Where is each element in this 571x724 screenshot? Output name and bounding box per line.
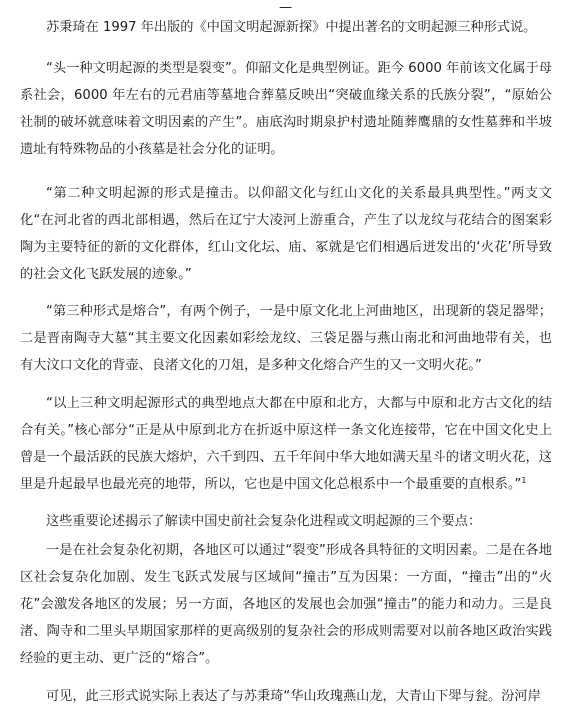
paragraph-summary-quote <box>20 390 552 498</box>
summary-quote-text: “以上三种文明起源形式的典型地点大都在中原和北方，大都与中原和北方古文化的结合有关。”核心部分“正是从中原到北方在折返中原这样一条文化连接带，它在中国文化史上曾是一个最活跃的民族大熔炉，六千到四、五千年间中华大地如满天星斗的诸文明火花，这里是升起最早也最光亮的地带，所以，它也是中国文化总根系中一个最重要的直根系。” <box>20 396 552 492</box>
paragraph-key-points: 一是在社会复杂化初期，各地区可以通过“裂变”形成各具特征的文明因素。二是在各地区社会复杂化加剧、发生飞跃式发展与区域间“撞击”互为因果：一方面，“撞击”出的“火花”会激发各地区的发展；另一方面，各地区的发展也会加强“撞击”的能力和动力。三是良渚、陶寺和二里头早期国家那样的更高级别的复杂社会的形成则需要对以前各地区政治实践经验的更主动、更广泛的“熔合”。 <box>20 543 552 666</box>
paragraph-fusion: “第三种形式是熔合”，有两个例子，一是中原文化北上河曲地区，出现新的袋足器斝；二是晋南陶寺大墓“其主要文化因素如彩绘龙纹、三袋足器与燕山南北和河曲地带有关，也有大汶口文化的背壶、良渚文化的刀俎，是多种文化熔合产生的又一文明火花。” <box>20 304 552 373</box>
paragraph-conclusion: 可见，此三形式说实际上表达了与苏秉琦“华山玫瑰燕山龙，大青山下斝与瓮。汾河岸 <box>46 689 541 704</box>
page-top-mark: — <box>279 0 293 15</box>
paragraph-collision: “第二种文明起源的形式是撞击。以仰韶文化与红山文化的关系最具典型性。”两支文化“在河北省的西北部相遇，然后在辽宁大凌河上游重合，产生了以龙纹与花结合的图案彩陶为主要特征的新的文化群体，红山文化坛、庙、冢就是它们相遇后迸发出的‘火花’所导致的社会文化飞跃发展的迹象。” <box>20 186 552 282</box>
paragraph-intro: 苏秉琦在 1997 年出版的《中国文明起源新探》中提出著名的文明起源三种形式说。 <box>46 20 537 35</box>
paragraph-fission: “头一种文明起源的类型是裂变”。仰韶文化是典型例证。距今 6000 年前该文化属于母系社会，6000 年左右的元君庙等墓地合葬墓反映出“突破血缘关系的氏族分裂”，“原始公社制的破坏就意味着文明因素的产生”。庙底沟时期泉护村遗址随葬鹰鼎的女性墓葬和半坡遗址有特殊物品的小孩墓是社会分化的证明。 <box>20 61 552 157</box>
footnote-marker: 1 <box>521 476 527 485</box>
paragraph-key-points-intro: 这些重要论述揭示了解读中国史前社会复杂化进程或文明起源的三个要点： <box>46 514 482 529</box>
